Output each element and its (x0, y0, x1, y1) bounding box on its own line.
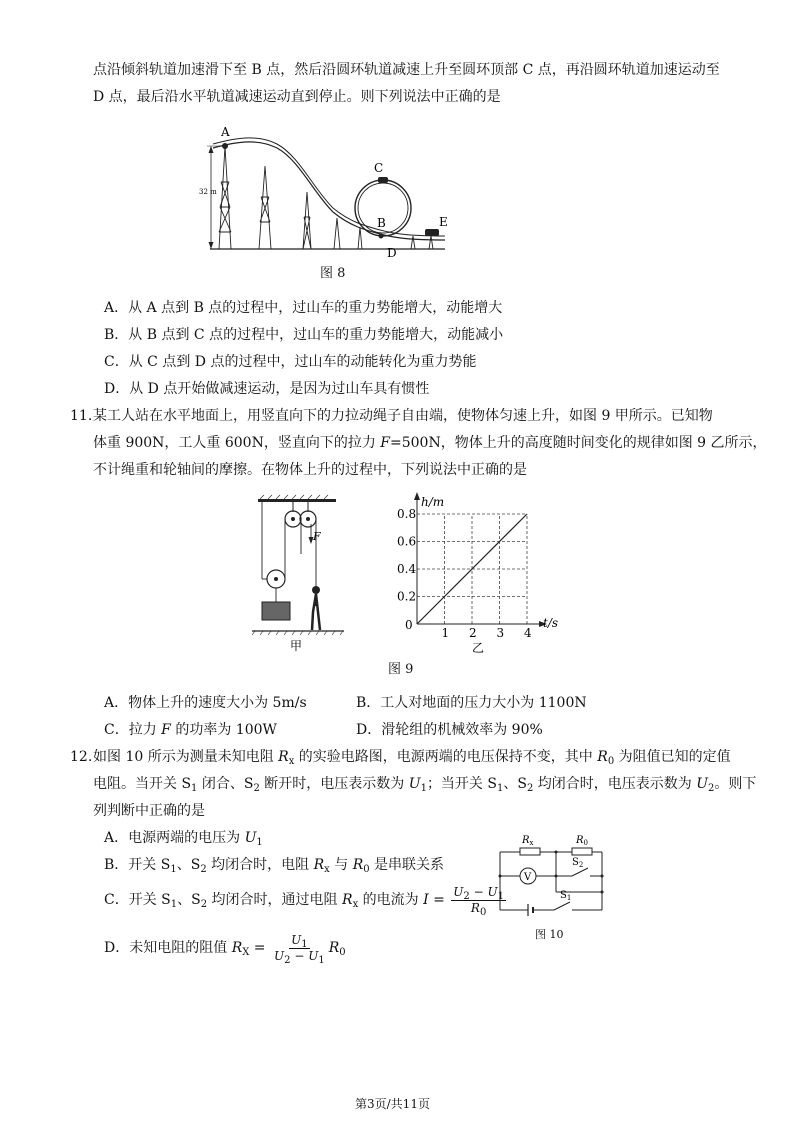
q12-opt-a-text: A．电源两端的电压为 (104, 830, 245, 846)
q10-option-a: A．从 A 点到 B 点的过程中，过山车的重力势能增大，动能增大 (104, 300, 503, 316)
q12-ob-a: B．开关 S (104, 857, 171, 873)
fig8-label-e: E (439, 215, 448, 229)
fig10-s1: S (560, 890, 567, 901)
figure-8-roller-coaster (195, 122, 455, 262)
q12-od-r0: R (328, 940, 340, 956)
q12-line-2 (93, 774, 756, 794)
q12-ob-rx: R (313, 857, 325, 873)
q12-l2-s2b: 2 (526, 783, 534, 794)
page-footer: 第3页/共11页 (355, 1097, 430, 1111)
fig10-s2-label (572, 857, 583, 869)
x-tick-label: 4 (524, 626, 532, 640)
fig8-label-b: B (377, 216, 386, 230)
q10-option-d: D．从 D 点开始做减速运动，是因为过山车具有惯性 (104, 381, 430, 397)
y-axis-arrow (414, 492, 420, 500)
q12-option-b (104, 855, 444, 875)
q12-od-u2-sub: 2 (284, 954, 291, 966)
q11-option-b: B．工人对地面的压力大小为 1100N (356, 695, 587, 711)
q11-option-c-f: F (161, 722, 171, 738)
q12-l1-rx: R (278, 749, 289, 765)
fig10-voltmeter-label: V (524, 872, 532, 883)
fig10-rx-label (521, 835, 534, 847)
fig8-height-label: 32 m (199, 188, 217, 196)
fig8-label-a: A (221, 125, 230, 139)
fig10-s2: S (572, 857, 579, 868)
q12-l2a: 电阻。当开关 S (93, 776, 192, 792)
fig10-rx: R (522, 835, 530, 846)
q12-l2-s1: 1 (191, 783, 198, 794)
q12-oc-rx-sub: x (352, 899, 359, 910)
q12-l1-r0-sub: 0 (607, 756, 615, 767)
fig10-r0-label (575, 835, 588, 847)
q12-ob-d: 与 (329, 857, 353, 873)
q12-oc-u2: U (453, 884, 464, 899)
q12-l1c: 为阻值已知的定值 (614, 749, 731, 765)
x-tick-label: 1 (441, 626, 450, 640)
q12-l1b: 的实验电路图，电源两端的电压保持不变，其中 (294, 749, 598, 765)
q12-oc-s1: 1 (170, 899, 178, 910)
q12-oc-s2: 2 (200, 899, 208, 910)
q11-line-2 (93, 433, 767, 453)
q12-l1-rx-sub: x (288, 756, 295, 767)
q12-opt-a-u1: 1 (256, 837, 263, 848)
q12-oc-u1-sub: 1 (497, 890, 504, 902)
q12-l2b: 闭合、S (197, 776, 254, 792)
q12-l2-u: U (408, 776, 421, 792)
q12-l2c: 断开时，电压表示数为 (259, 776, 409, 792)
q12-od-a: D．未知电阻的阻值 (104, 940, 232, 956)
q12-oc-rx: R (342, 892, 353, 908)
q12-opt-a-u: U (244, 830, 257, 846)
q11-option-c-pre: C．拉力 (104, 722, 162, 738)
fig9-caption: 图 9 (388, 662, 414, 677)
y-tick-label: 0.6 (397, 534, 417, 549)
q12-option-a (104, 828, 263, 848)
q12-option-c (104, 882, 508, 918)
q12-od-u1: U (291, 932, 302, 947)
q12-od-rx-sub: X (242, 947, 250, 958)
q10-option-b: B．从 B 点到 C 点的过程中，过山车的重力势能增大，动能减小 (104, 327, 504, 343)
q11-force-symbol: F (380, 435, 391, 451)
q11-option-a: A．物体上升的速度大小为 5m/s (104, 695, 307, 711)
figure-9-graph (395, 492, 565, 657)
q12-oc-b: 、S (177, 892, 201, 908)
q12-oc-r0-sub: 0 (479, 906, 487, 918)
q12-ob-r0-sub: 0 (363, 864, 370, 875)
q11-line-1: 某工人站在水平地面上，用竖直向下的力拉动绳子自由端，使物体匀速上升，如图 9 甲所示。已知物 (93, 408, 713, 424)
x-tick-label: 2 (469, 626, 477, 640)
q12-oc-d: 的电流为 (358, 892, 424, 908)
q12-l1-r0: R (597, 749, 608, 765)
q12-l2-u-b: U (696, 776, 709, 792)
q12-od-minus: − (290, 948, 309, 963)
q12-ob-s1: 1 (170, 864, 177, 875)
q12-oc-c: 均闭合时，通过电阻 (207, 892, 343, 908)
q12-l2-s2: 2 (253, 783, 260, 794)
q12-l2d: ；当开关 S (426, 776, 497, 792)
q12-ob-rx-sub: x (324, 864, 330, 875)
intro-line-1: 点沿倾斜轨道加速滑下至 B 点，然后沿圆环轨道减速上升至圆环顶部 C 点，再沿圆环轨道加速运动至 (93, 62, 720, 78)
y-tick-label: 0.8 (397, 507, 417, 521)
q12-l2-u2: 2 (708, 783, 715, 794)
q12-l2g: 。则下 (714, 776, 757, 792)
q12-od-fraction (272, 933, 327, 964)
q12-oc-a: C．开关 S (104, 892, 171, 908)
q12-l2-u1: 1 (420, 783, 427, 794)
graph-ylabel: h/m (421, 495, 445, 509)
fig9-label-jia: 甲 (290, 639, 303, 653)
figure-10-circuit (492, 830, 612, 920)
fig9-force-label: F (313, 530, 321, 543)
q12-od-r0-sub: 0 (339, 947, 346, 958)
q12-ob-c: 均闭合时，电阻 (206, 857, 314, 873)
q12-line-3: 列判断中正确的是 (93, 803, 205, 819)
q11-option-d: D．滑轮组的机械效率为 90% (356, 722, 543, 738)
fig10-rx-sub: x (529, 839, 534, 847)
y-tick-label: 0.2 (397, 589, 417, 604)
q12-oc-minus: − (469, 884, 488, 899)
fig10-r0-sub: 0 (583, 839, 588, 847)
q12-l2e: 、S (503, 776, 527, 792)
fig10-s2-sub: 2 (578, 861, 584, 869)
q12-l1a: 如图 10 所示为测量未知电阻 (93, 749, 279, 765)
figure-9-pulley (250, 494, 345, 654)
x-tick-label: 3 (496, 626, 505, 640)
q12-oc-r0: R (470, 900, 480, 915)
q12-od-r: R (231, 940, 243, 956)
q12-od-u2: U (274, 948, 285, 963)
q12-od-u1b-sub: 1 (318, 954, 325, 966)
q10-option-c: C．从 C 点到 D 点的过程中，过山车的动能转化为重力势能 (104, 354, 477, 370)
q11-option-c (104, 720, 277, 740)
y-tick-label: 0.4 (397, 562, 417, 576)
fig10-caption: 图 10 (535, 928, 564, 941)
q11-line-3: 不计绳重和轮轴间的摩擦。在物体上升的过程中，下列说法中正确的是 (93, 462, 527, 478)
q11-option-c-post: 的功率为 100W (170, 722, 277, 738)
q12-od-u1b: U (308, 948, 319, 963)
q12-option-d (104, 930, 346, 966)
fig9-label-yi: 乙 (472, 641, 485, 655)
q12-l2-s1b: 1 (496, 783, 504, 794)
q12-line-1 (93, 747, 731, 767)
q12-l2f: 均闭合时，电压表示数为 (533, 776, 697, 792)
fig10-s1-sub: 1 (566, 894, 572, 902)
q12-od-u1-sub: 1 (301, 938, 308, 950)
q12-oc-u2-sub: 2 (463, 890, 470, 902)
graph-origin: 0 (405, 618, 413, 632)
q12-ob-e: 是串联关系 (369, 857, 445, 873)
q11-line-2a: 体重 900N，工人重 600N，竖直向下的拉力 (93, 435, 381, 451)
q12-ob-r0: R (352, 857, 364, 873)
q12-oc-i: I (423, 892, 429, 908)
q12-number: 12. (70, 749, 93, 765)
q12-ob-b: 、S (176, 857, 201, 873)
q12-oc-u1: U (487, 884, 498, 899)
q12-ob-s2: 2 (200, 864, 207, 875)
fig10-r0: R (576, 835, 584, 846)
fig8-label-d: D (387, 246, 397, 260)
q12-od-eq: = (249, 940, 270, 956)
q11-number: 11. (70, 408, 93, 424)
q11-line-2b: =500N，物体上升的高度随时间变化的规律如图 9 乙所示， (390, 435, 767, 451)
q12-oc-eq: = (428, 892, 450, 908)
fig8-label-c: C (374, 161, 384, 175)
fig8-caption: 图 8 (320, 266, 346, 281)
intro-line-2: D 点，最后沿水平轨道减速运动直到停止。则下列说法中正确的是 (93, 89, 501, 105)
graph-xlabel: t/s (543, 616, 559, 630)
